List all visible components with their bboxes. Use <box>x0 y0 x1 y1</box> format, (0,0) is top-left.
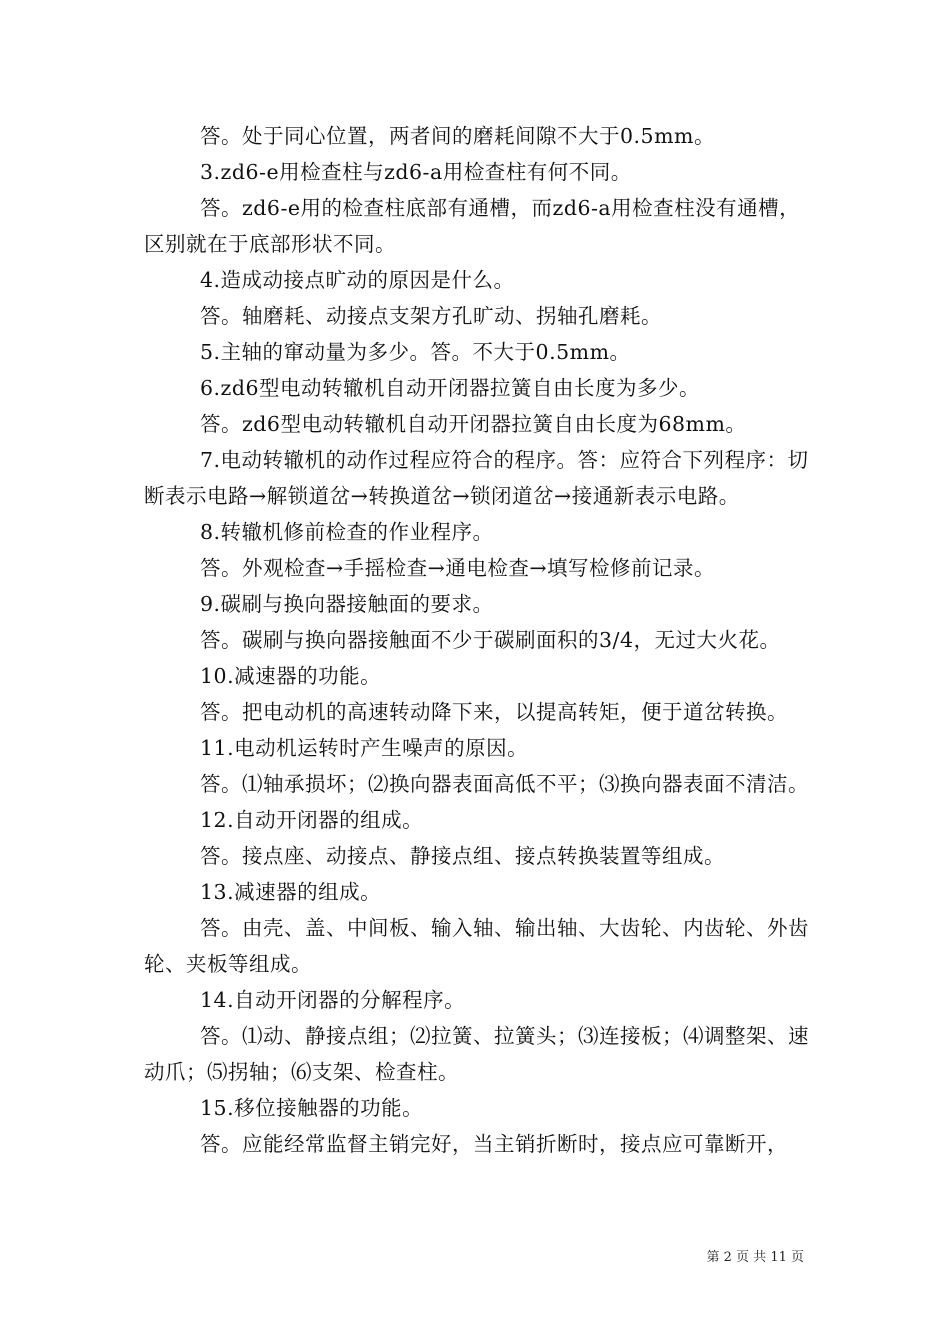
document-body <box>144 118 814 1162</box>
paragraph: 答。zd6-e用的检查柱底部有通槽，而zd6-a用检查柱没有通槽，区别就在于底部形状不同。 <box>144 196 801 256</box>
paragraph: 答。由壳、盖、中间板、输入轴、输出轴、大齿轮、内齿轮、外齿轮、夹板等组成。 <box>144 916 809 976</box>
paragraph: 6.zd6型电动转辙机自动开闭器拉簧自由长度为多少。 <box>200 376 701 400</box>
paragraph: 答。处于同心位置，两者间的磨耗间隙不大于0.5mm。 <box>200 124 715 148</box>
paragraph: 答。⑴动、静接点组；⑵拉簧、拉簧头；⑶连接板；⑷调整架、速动爪；⑸拐轴；⑹支架、检查柱。 <box>144 1024 809 1084</box>
paragraph: 3.zd6-e用检查柱与zd6-a用检查柱有何不同。 <box>200 160 632 184</box>
paragraph: 10.减速器的功能。 <box>200 664 382 688</box>
paragraph: 答。应能经常监督主销完好，当主销折断时，接点应可靠断开， <box>200 1132 788 1156</box>
paragraph: 答。zd6型电动转辙机自动开闭器拉簧自由长度为68mm。 <box>200 412 747 436</box>
paragraph: 答。轴磨耗、动接点支架方孔旷动、拐轴孔磨耗。 <box>200 304 662 328</box>
paragraph: 8.转辙机修前检查的作业程序。 <box>200 520 494 544</box>
paragraph: 答。碳刷与换向器接触面不少于碳刷面积的3/4，无过大火花。 <box>200 628 781 652</box>
paragraph: 13.减速器的组成。 <box>200 880 382 904</box>
paragraph: 11.电动机运转时产生噪声的原因。 <box>200 736 529 760</box>
paragraph: 答。外观检查→手摇检查→通电检查→填写检修前记录。 <box>200 556 716 580</box>
paragraph: 15.移位接触器的功能。 <box>200 1096 424 1120</box>
paragraph: 9.碳刷与换向器接触面的要求。 <box>200 592 494 616</box>
paragraph: 14.自动开闭器的分解程序。 <box>200 988 466 1012</box>
page-number-footer: 第 2 页 共 11 页 <box>706 1250 804 1265</box>
paragraph: 答。⑴轴承损坏；⑵换向器表面高低不平；⑶换向器表面不清洁。 <box>200 772 809 796</box>
paragraph: 4.造成动接点旷动的原因是什么。 <box>200 268 515 292</box>
paragraph: 5.主轴的窜动量为多少。答。不大于0.5mm。 <box>200 340 631 364</box>
paragraph: 7.电动转辙机的动作过程应符合的程序。答：应符合下列程序：切断表示电路→解锁道岔→转换道岔→锁闭道岔→接通新表示电路。 <box>144 448 809 508</box>
paragraph: 答。接点座、动接点、静接点组、接点转换装置等组成。 <box>200 844 725 868</box>
paragraph: 答。把电动机的高速转动降下来，以提高转矩，便于道岔转换。 <box>200 700 788 724</box>
paragraph: 12.自动开闭器的组成。 <box>200 808 424 832</box>
